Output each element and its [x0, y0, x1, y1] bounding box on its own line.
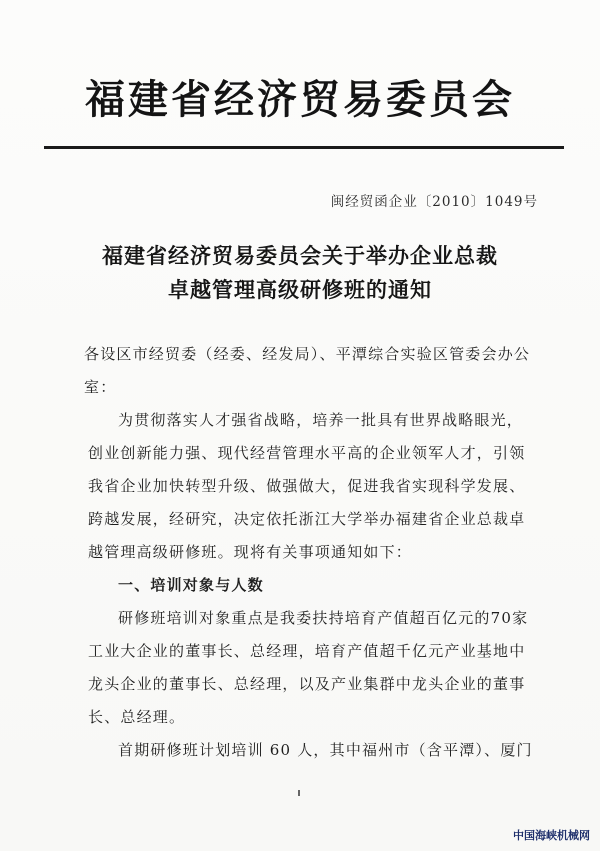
paragraph-1-line-2: 创业创新能力强、现代经营管理水平高的企业领军人才，引领 [88, 444, 526, 462]
section-heading-1: 一、培训对象与人数 [118, 576, 264, 594]
site-watermark: 中国海峡机械网 [513, 829, 590, 842]
addressee-line-1: 各设区市经贸委（经委、经发局）、平潭综合实验区管委会办公 [84, 345, 531, 363]
paragraph-2-line-1: 研修班培训对象重点是我委扶持培育产值超百亿元的70家 [118, 609, 529, 627]
notice-title-line-2: 卓越管理高级研修班的通知 [168, 277, 432, 302]
letterhead-rule [44, 146, 564, 149]
paragraph-1-line-1: 为贯彻落实人才强省战略，培养一批具有世界战略眼光， [118, 411, 524, 429]
notice-title-line-1: 福建省经济贸易委员会关于举办企业总裁 [102, 243, 498, 268]
paragraph-1-line-5: 越管理高级研修班。现将有关事项通知如下： [88, 543, 413, 561]
paragraph-2-line-2: 工业大企业的董事长、总经理，培育产值超千亿元产业基地中 [88, 642, 526, 660]
addressee-line-2: 室： [84, 378, 117, 396]
paragraph-2-line-4: 长、总经理。 [88, 708, 186, 726]
document-number: 闽经贸函企业〔2010〕1049号 [330, 194, 538, 210]
org-letterhead-title: 福建省经济贸易委员会 [85, 76, 515, 123]
document-body [84, 338, 533, 767]
paragraph-1-line-3: 我省企业加快转型升级、做强做大，促进我省实现科学发展、 [88, 477, 526, 495]
page-mark [298, 790, 300, 796]
paragraph-2-line-3: 龙头企业的董事长、总经理，以及产业集群中龙头企业的董事 [88, 675, 526, 693]
paragraph-1-line-4: 跨越发展，经研究，决定依托浙江大学举办福建省企业总裁卓 [88, 510, 526, 528]
paragraph-3-line-1: 首期研修班计划培训 60 人，其中福州市（含平潭）、厦门 [118, 741, 533, 759]
